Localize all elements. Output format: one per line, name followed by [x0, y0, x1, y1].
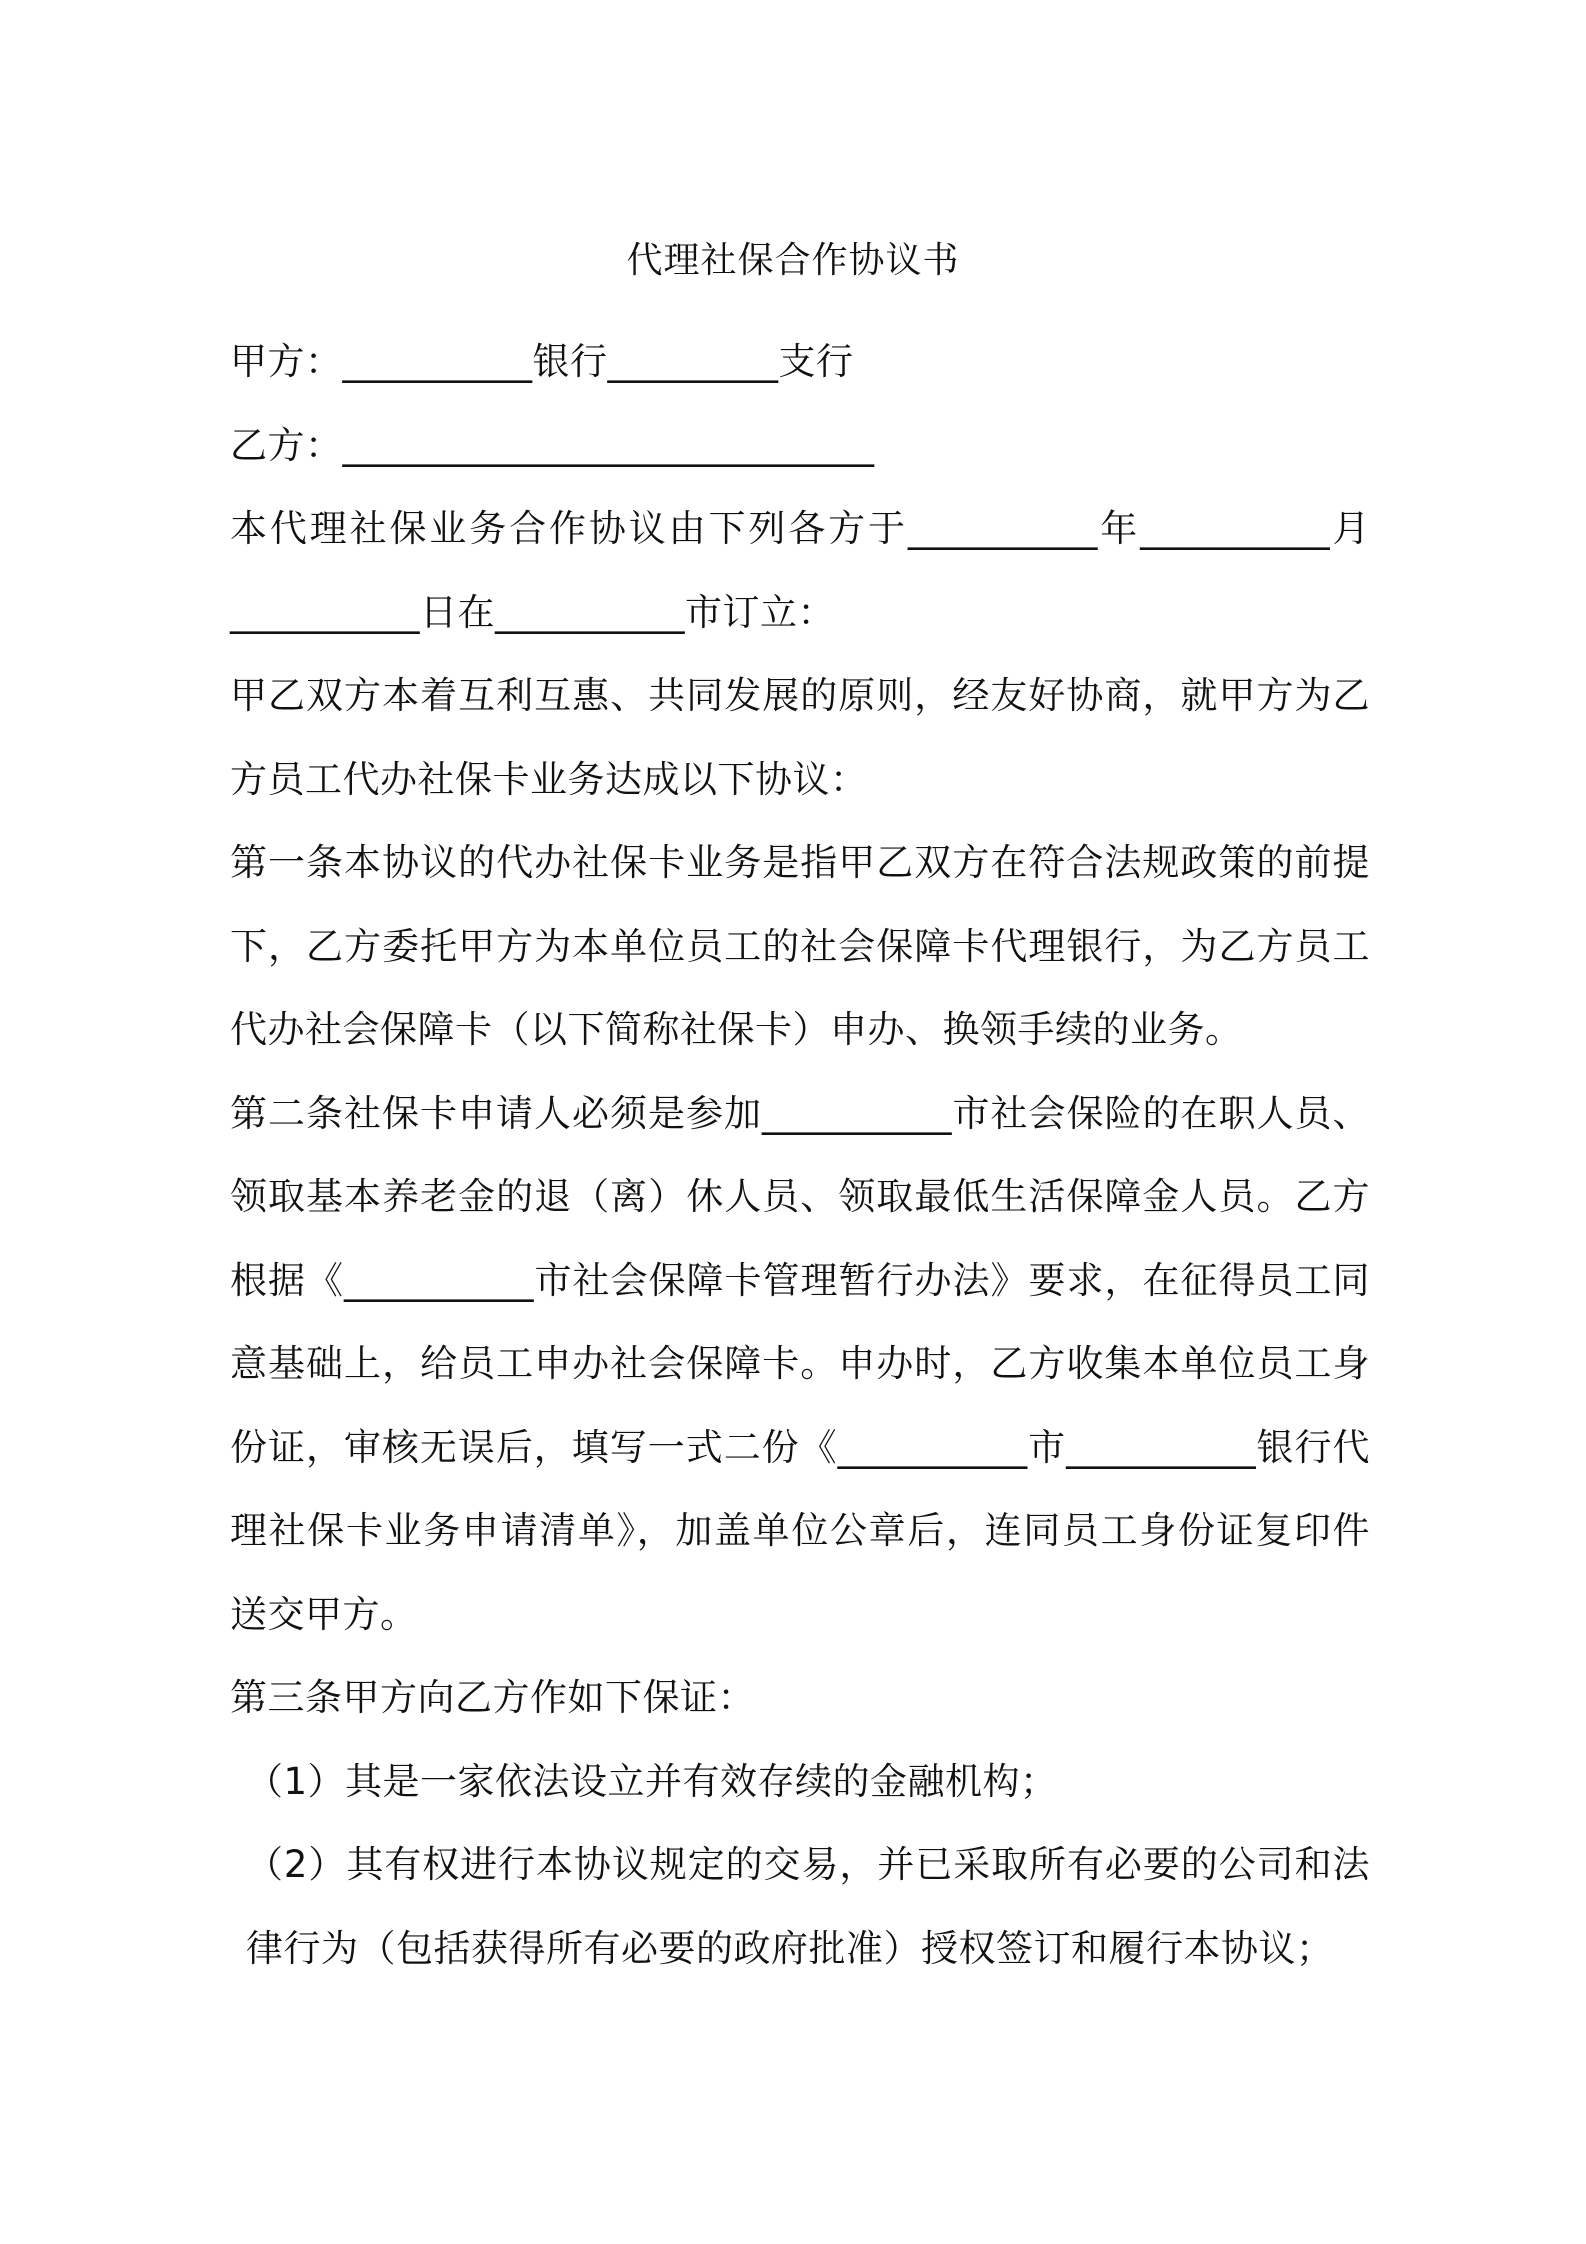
party-b-line: 乙方：____________________________ [230, 423, 875, 467]
intro-paragraph: 本代理社保业务合作协议由下列各方于__________年__________月__________日在__________市订立： [230, 507, 1370, 634]
document-body [230, 320, 1370, 1990]
article-3-item-1: （1）其是一家依法设立并有效存续的金融机构； [246, 1759, 1058, 1803]
article-3-item-2: （2）其有权进行本协议规定的交易，并已采取所有必要的公司和法律行为（包括获得所有必要的政府批准）授权签订和履行本协议； [246, 1843, 1370, 1970]
article-2-paragraph: 第二条社保卡申请人必须是参加__________市社会保险的在职人员、领取基本养老金的退（离）休人员、领取最低生活保障金人员。乙方根据《__________市社会保障卡管理暂行办法》要求，在征得员工同意基础上，给员工申办社会保障卡。申办时，乙方收集本单位员工身份证，审核无误后，填写一式二份《__________市__________银行代理社保卡业务申请清单》，加盖单位公章后，连同员工身份证复印件送交甲方。 [230, 1091, 1370, 1636]
article-3-heading: 第三条甲方向乙方作如下保证： [230, 1676, 755, 1719]
preamble-paragraph: 甲乙双方本着互利互惠、共同发展的原则，经友好协商，就甲方为乙方员工代办社保卡业务达成以下协议： [230, 674, 1370, 801]
party-a-line: 甲方：__________银行_________支行 [230, 340, 854, 383]
document-title: 代理社保合作协议书 [626, 240, 960, 281]
article-1-paragraph: 第一条本协议的代办社保卡业务是指甲乙双方在符合法规政策的前提下，乙方委托甲方为本单位员工的社会保障卡代理银行，为乙方员工代办社会保障卡（以下简称社保卡）申办、换领手续的业务。 [230, 841, 1370, 1051]
